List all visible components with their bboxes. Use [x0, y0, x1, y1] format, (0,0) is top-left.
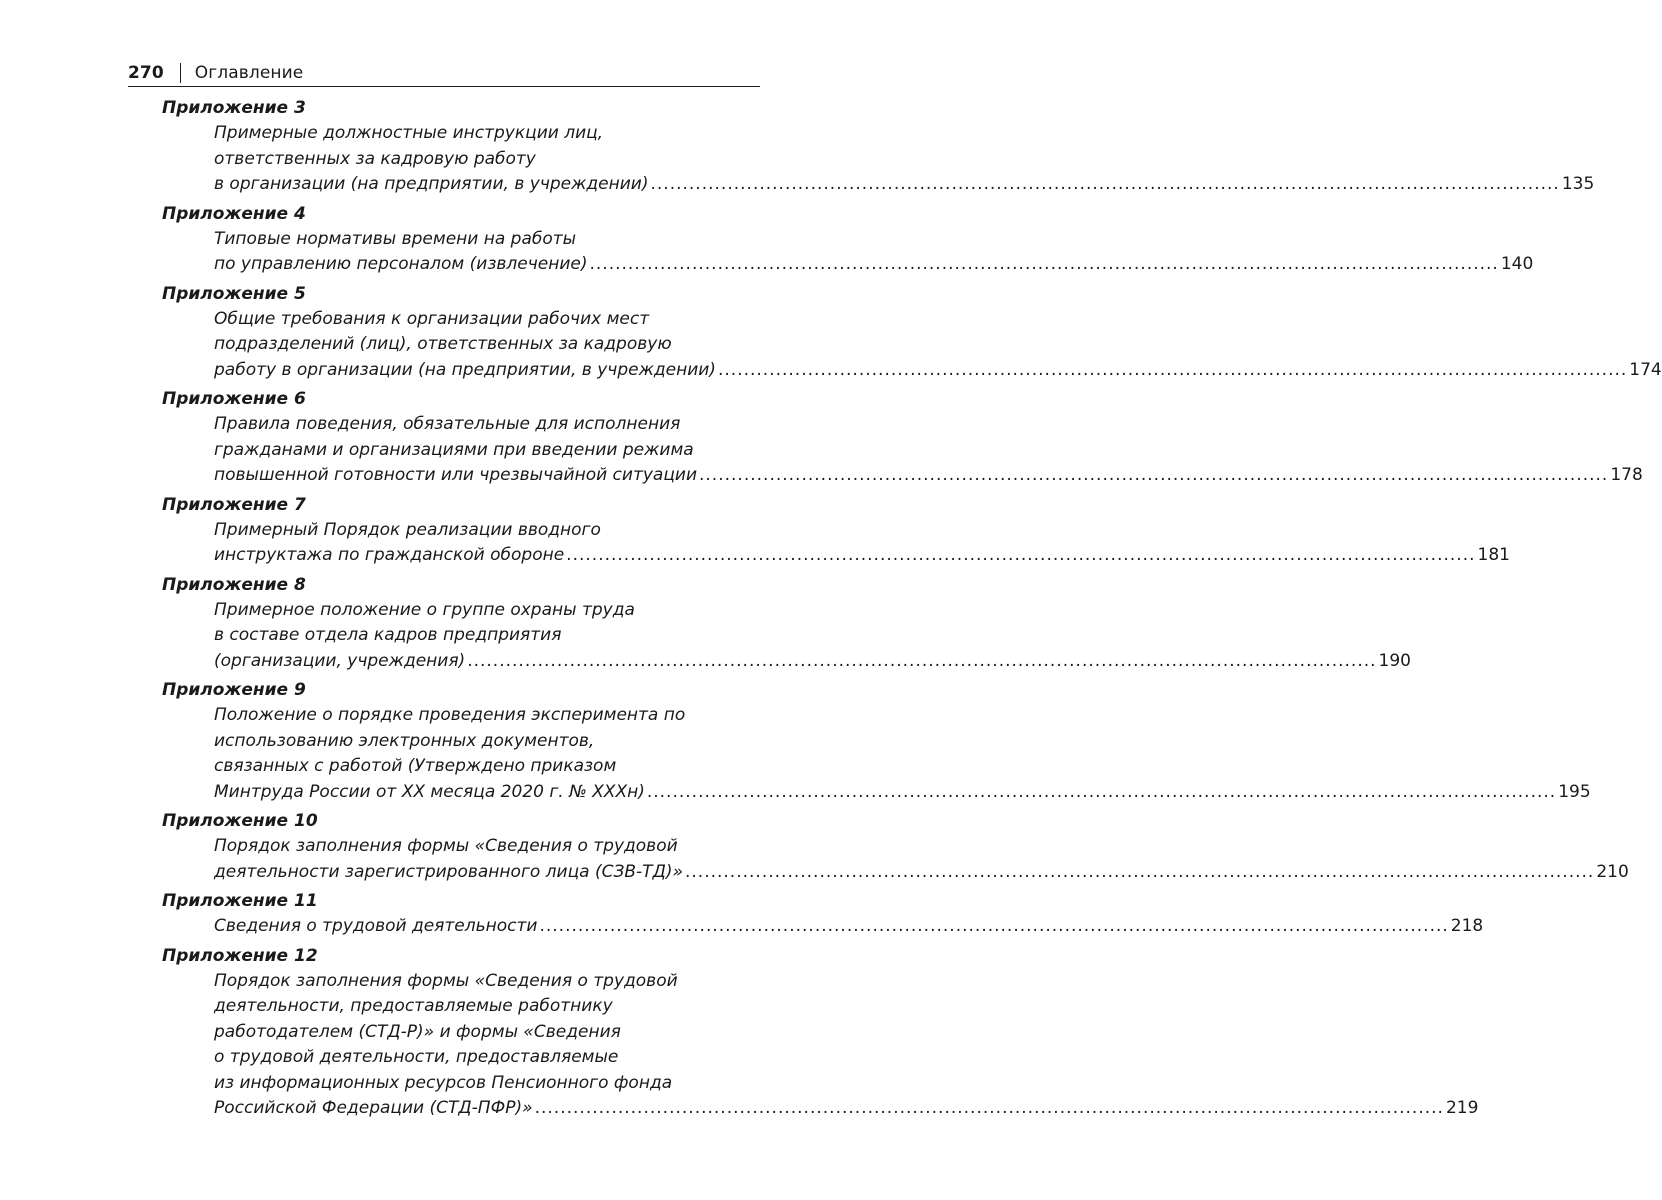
entry-title-line: Порядок заполнения формы «Сведения о трудовой	[214, 970, 678, 991]
appendix-heading: Приложение 3	[162, 98, 306, 118]
entry-title	[214, 703, 1591, 805]
entry-title-line: Правила поведения, обязательные для исполнения	[214, 414, 681, 434]
toc-entry	[162, 96, 1595, 198]
entry-title-line: деятельности, предоставляемые работнику	[214, 996, 613, 1016]
entry-last-line	[214, 649, 1411, 675]
entry-title	[214, 412, 1643, 489]
header-rule	[128, 86, 760, 87]
entry-last-line	[214, 780, 1591, 806]
table-of-contents	[162, 96, 1662, 1126]
toc-entry	[162, 387, 1643, 489]
entry-title-line: Примерное положение о группе охраны труда	[214, 599, 635, 620]
entry-title-line: работу в организации (на предприятии, в учреждении)	[214, 359, 716, 380]
appendix-heading: Приложение 7	[162, 494, 306, 515]
page-reference: 210	[1596, 861, 1629, 882]
toc-entry	[162, 944, 1479, 1122]
toc-entry	[162, 282, 1662, 384]
appendix-heading: Приложение 4	[162, 203, 306, 224]
entry-title-line: Примерный Порядок реализации вводного	[214, 519, 601, 540]
entry-title-line: в организации (на предприятии, в учреждении)	[214, 174, 649, 194]
appendix-heading: Приложение 6	[162, 389, 306, 409]
entry-last-line	[214, 860, 1629, 886]
toc-entry	[162, 573, 1411, 675]
dot-leader: ..............................................................................................................................................	[589, 254, 1499, 274]
entry-title-line: Положение о порядке проведения эксперимента по	[214, 705, 686, 725]
dot-leader: ..............................................................................................................................................	[717, 359, 1628, 380]
appendix-heading: Приложение 11	[162, 891, 318, 911]
entry-title-line: Типовые нормативы времени на работы	[214, 228, 577, 249]
entry-title-line: из информационных ресурсов Пенсионного фонда	[214, 1072, 673, 1093]
entry-title-line: Порядок заполнения формы «Сведения о трудовой	[214, 836, 678, 856]
entry-last-line	[214, 1096, 1479, 1122]
entry-title-line: работодателем (СТД-Р)» и формы «Сведения	[214, 1021, 621, 1042]
page-reference: 181	[1477, 545, 1510, 565]
entry-title	[214, 307, 1662, 384]
entry-title	[214, 227, 1534, 278]
toc-entry	[162, 493, 1510, 569]
entry-last-line	[214, 172, 1595, 198]
page-reference: 190	[1378, 650, 1411, 671]
entry-title-line: по управлению персоналом (извлечение)	[214, 254, 588, 274]
page-reference: 219	[1445, 1098, 1479, 1118]
entry-last-line	[214, 252, 1534, 278]
appendix-heading: Приложение 9	[162, 680, 306, 700]
dot-leader: ..............................................................................................................................................	[650, 174, 1560, 194]
page-reference: 174	[1629, 359, 1662, 380]
toc-entry	[162, 809, 1629, 885]
entry-title-line: подразделений (лиц), ответственных за кадровую	[214, 334, 672, 354]
entry-title-line: о трудовой деятельности, предоставляемые	[214, 1047, 619, 1067]
page-reference: 195	[1558, 781, 1591, 802]
dot-leader: ..............................................................................................................................................	[539, 916, 1449, 936]
dot-leader: ..............................................................................................................................................	[699, 465, 1609, 485]
page-reference: 135	[1561, 174, 1595, 194]
toc-entry	[162, 889, 1484, 940]
toc-entry	[162, 678, 1591, 805]
dot-leader: ..............................................................................................................................................	[566, 545, 1476, 565]
entry-title-line: повышенной готовности или чрезвычайной ситуации	[214, 465, 697, 485]
entry-title	[214, 518, 1510, 569]
entry-title	[214, 834, 1629, 885]
appendix-heading: Приложение 12	[162, 945, 318, 966]
entry-title	[214, 969, 1479, 1122]
entry-title-line: Примерные должностные инструкции лиц,	[214, 123, 604, 143]
dot-leader: ..............................................................................................................................................	[534, 1098, 1444, 1118]
dot-leader: ..............................................................................................................................................	[684, 861, 1595, 882]
entry-title-line: Минтруда России от XX месяца 2020 г. № XXXн)	[214, 781, 645, 802]
running-head	[128, 58, 760, 88]
dot-leader: ..............................................................................................................................................	[467, 650, 1377, 671]
entry-title-line: инструктажа по гражданской обороне	[214, 545, 565, 565]
entry-title-line: в составе отдела кадров предприятия	[214, 625, 562, 645]
entry-title	[214, 598, 1411, 675]
appendix-heading: Приложение 5	[162, 283, 306, 304]
entry-title-line: ответственных за кадровую работу	[214, 148, 536, 169]
appendix-heading: Приложение 8	[162, 574, 306, 595]
toc-entry	[162, 202, 1534, 278]
entry-last-line	[214, 463, 1643, 489]
entry-title-line: Общие требования к организации рабочих мест	[214, 308, 650, 329]
entry-last-line	[214, 358, 1662, 384]
entry-title	[214, 914, 1484, 940]
entry-title-line: использованию электронных документов,	[214, 730, 595, 751]
page-reference: 140	[1500, 254, 1534, 274]
entry-title-line: Сведения о трудовой деятельности	[214, 916, 538, 936]
page-number: 270	[128, 63, 164, 83]
page-reference: 178	[1610, 465, 1643, 485]
entry-title-line: (организации, учреждения)	[214, 650, 466, 671]
page-reference: 218	[1450, 916, 1484, 936]
entry-title-line: деятельности зарегистрированного лица (СЗВ-ТД)»	[214, 861, 683, 882]
entry-last-line	[214, 543, 1510, 569]
entry-title-line: связанных с работой (Утверждено приказом	[214, 756, 617, 776]
header-separator	[180, 63, 181, 83]
entry-title-line: гражданами и организациями при введении режима	[214, 439, 694, 460]
entry-title-line: Российской Федерации (СТД-ПФР)»	[214, 1098, 533, 1118]
section-title: Оглавление	[194, 63, 304, 83]
entry-title	[214, 121, 1595, 198]
appendix-heading: Приложение 10	[162, 811, 318, 831]
entry-last-line	[214, 914, 1484, 940]
dot-leader: ..............................................................................................................................................	[646, 781, 1557, 802]
